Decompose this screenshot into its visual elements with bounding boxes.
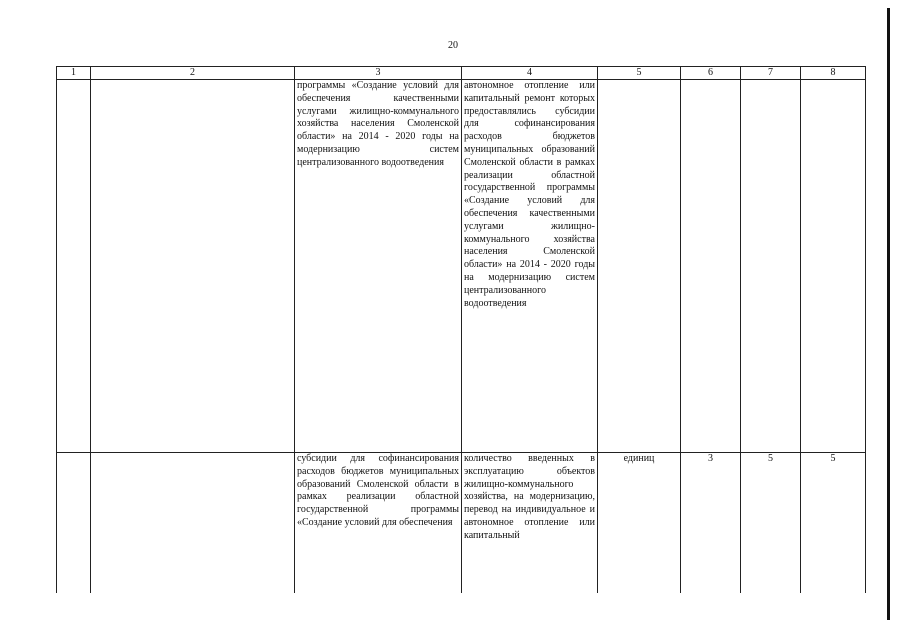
table-cell <box>57 80 91 453</box>
table-cell <box>91 453 295 594</box>
value-cell <box>801 80 866 453</box>
program-description-cell: субсидии для софинансирования расходов бюджетов муниципальных образований Смоленской области в рамках реализации областной государственной программы «Создание условий для обеспечения <box>295 453 462 594</box>
indicator-description-cell: автономное отопление или капитальный ремонт которых предоставлялись субсидии для софинансирования расходов бюджетов муниципальных образований Смоленской области в рамках реализации областной государственной программы «Создание условий для обеспечения качественными услугами жилищно-коммунального хозяйства населения Смоленской области» на 2014 - 2020 годы на модернизацию систем централизованного водоотведения <box>462 80 598 453</box>
column-header-8: 8 <box>801 67 866 80</box>
table-cell <box>57 453 91 594</box>
page-edge-line <box>887 8 890 620</box>
column-header-1: 1 <box>57 67 91 80</box>
table-row <box>57 453 866 594</box>
value-cell: 5 <box>801 453 866 594</box>
indicator-description-cell: количество введенных в эксплуатацию объектов жилищно-коммунального хозяйства, на модернизацию, перевод на индивидуальное и автономное отопление или капитальный <box>462 453 598 594</box>
table-cell <box>91 80 295 453</box>
column-header-4: 4 <box>462 67 598 80</box>
column-header-6: 6 <box>681 67 741 80</box>
unit-cell: единиц <box>598 453 681 594</box>
column-header-2: 2 <box>91 67 295 80</box>
value-cell: 3 <box>681 453 741 594</box>
table-row <box>57 80 866 453</box>
column-header-5: 5 <box>598 67 681 80</box>
page-number: 20 <box>448 40 458 51</box>
table-header-row <box>57 67 866 80</box>
value-cell <box>741 80 801 453</box>
column-header-7: 7 <box>741 67 801 80</box>
value-cell <box>681 80 741 453</box>
value-cell: 5 <box>741 453 801 594</box>
program-description-cell: программы «Создание условий для обеспечения качественными услугами жилищно-коммунального хозяйства населения Смоленской области» на 2014 - 2020 годы на модернизацию систем централизованного водоотведения <box>295 80 462 453</box>
unit-cell <box>598 80 681 453</box>
column-header-3: 3 <box>295 67 462 80</box>
document-table <box>56 66 866 593</box>
